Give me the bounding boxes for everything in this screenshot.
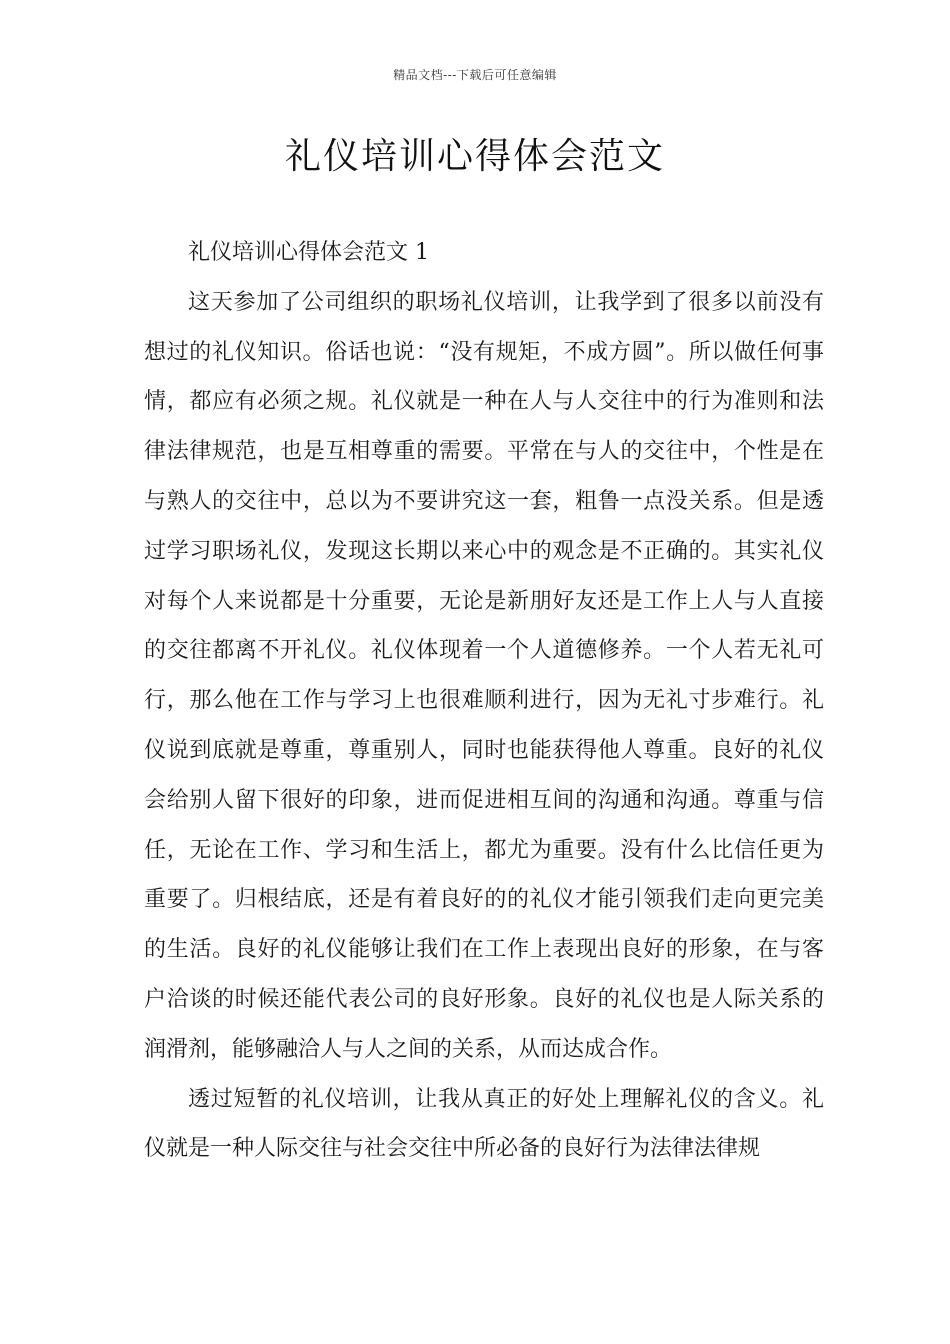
paragraph-1: 这天参加了公司组织的职场礼仪培训，让我学到了很多以前没有想过的礼仪知识。俗话也说：“没有规矩，不成方圆”。所以做任何事情，都应有必须之规。礼仪就是一种在人与人交往中的行为准则和法律法律规范，也是互相尊重的需要。平常在与人的交往中，个性是在与熟人的交往中，总以为不要讲究这一套，粗鲁一点没关系。但是透过学习职场礼仪，发现这长期以来心中的观念是不正确的。其实礼仪对每个人来说都是十分重要，无论是新朋好友还是工作上人与人直接的交往都离不开礼仪。礼仪体现着一个人道德修养。一个人若无礼可行，那么他在工作与学习上也很难顺利进行，因为无礼寸步难行。礼仪说到底就是尊重，尊重别人，同时也能获得他人尊重。良好的礼仪会给别人留下很好的印象，进而促进相互间的沟通和沟通。尊重与信任，无论在工作、学习和生活上，都尤为重要。没有什么比信任更为重要了。归根结底，还是有着良好的的礼仪才能引领我们走向更完美的生活。良好的礼仪能够让我们在工作上表现出良好的形象，在与客户洽谈的时候还能代表公司的良好形象。良好的礼仪也是人际关系的润滑剂，能够融洽人与人之间的关系，从而达成合作。: [144, 289, 824, 1062]
header-note: 精品文档---下载后可任意编辑: [393, 68, 557, 82]
document-body: [144, 228, 824, 1174]
paragraph-2: 透过短暂的礼仪培训，让我从真正的好处上理解礼仪的含义。礼仪就是一种人际交往与社会交往中所必备的良好行为法律法律规: [144, 1086, 824, 1162]
document-title: 礼仪培训心得体会范文: [284, 136, 665, 177]
section-heading: 礼仪培训心得体会范文 1: [188, 240, 429, 265]
